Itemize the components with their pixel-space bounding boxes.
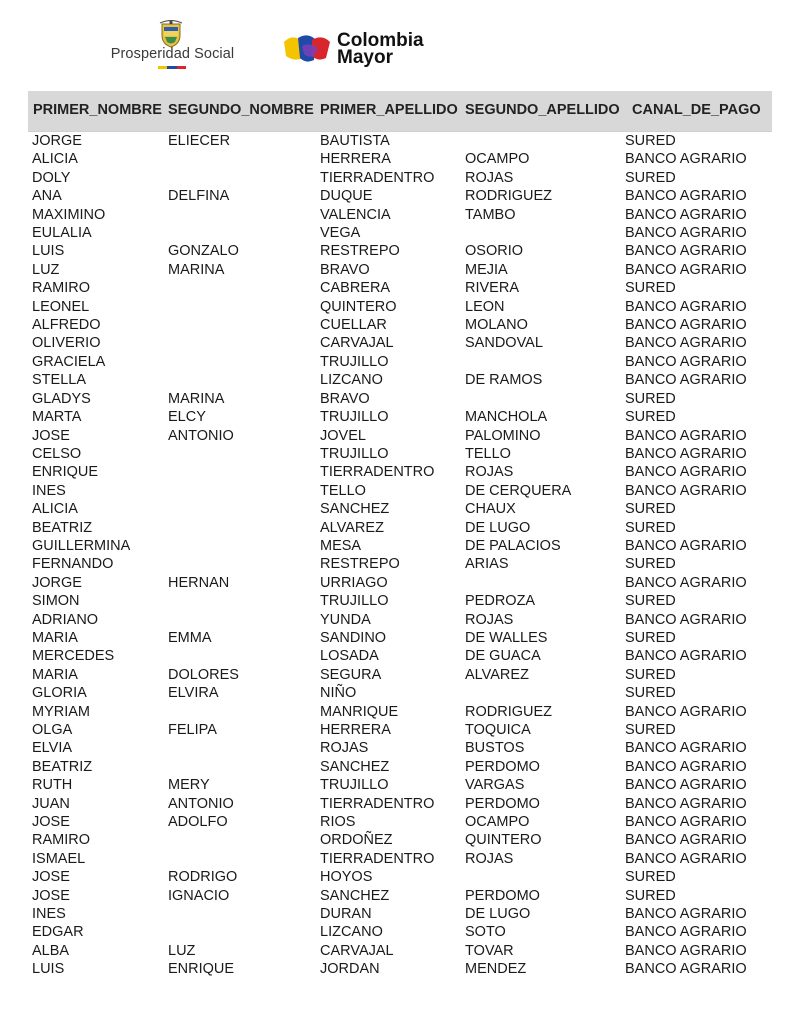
cell-segundo-nombre: ELCY bbox=[168, 409, 206, 426]
colombia-mayor-mark-icon bbox=[282, 32, 334, 66]
column-header-segundo-apellido: SEGUNDO_APELLIDO bbox=[465, 102, 620, 118]
cell-primer-nombre: MARIA bbox=[32, 666, 78, 683]
cell-primer-apellido: VEGA bbox=[320, 225, 361, 242]
cell-segundo-nombre: DELFINA bbox=[168, 188, 230, 205]
cell-primer-apellido: SANCHEZ bbox=[320, 887, 390, 904]
cell-segundo-apellido: PERDOMO bbox=[465, 887, 540, 904]
cell-canal-de-pago: SURED bbox=[625, 556, 676, 573]
cell-primer-apellido: TRUJILLO bbox=[320, 353, 389, 370]
cell-canal-de-pago: BANCO AGRARIO bbox=[625, 225, 747, 242]
cell-segundo-apellido: PERDOMO bbox=[465, 795, 540, 812]
cell-primer-apellido: DUQUE bbox=[320, 188, 373, 205]
table-row bbox=[0, 500, 791, 518]
cell-canal-de-pago: BANCO AGRARIO bbox=[625, 188, 747, 205]
cell-segundo-nombre: RODRIGO bbox=[168, 869, 238, 886]
cell-primer-nombre: FERNANDO bbox=[32, 556, 114, 573]
cell-primer-nombre: JOSE bbox=[32, 814, 70, 831]
cell-canal-de-pago: BANCO AGRARIO bbox=[625, 298, 747, 315]
cell-primer-apellido: SANCHEZ bbox=[320, 758, 390, 775]
cell-primer-apellido: ROJAS bbox=[320, 740, 369, 757]
cell-primer-apellido: JOVEL bbox=[320, 427, 366, 444]
cell-primer-apellido: LOSADA bbox=[320, 648, 379, 665]
prosperidad-social-text: Prosperidad Social bbox=[110, 46, 235, 62]
table-row bbox=[0, 463, 791, 481]
cell-primer-nombre: ALFREDO bbox=[32, 317, 101, 334]
cell-segundo-nombre: GONZALO bbox=[168, 243, 239, 260]
coat-of-arms-icon bbox=[158, 20, 184, 48]
cell-primer-apellido: TIERRADENTRO bbox=[320, 464, 435, 481]
cell-segundo-apellido: ALVAREZ bbox=[465, 666, 529, 683]
cell-canal-de-pago: BANCO AGRARIO bbox=[625, 151, 747, 168]
cell-primer-nombre: LUIS bbox=[32, 243, 65, 260]
cell-canal-de-pago: BANCO AGRARIO bbox=[625, 924, 747, 941]
colombia-mayor-line1: Colombia bbox=[337, 30, 424, 51]
cell-canal-de-pago: BANCO AGRARIO bbox=[625, 335, 747, 352]
cell-primer-apellido: TELLO bbox=[320, 482, 366, 499]
cell-primer-nombre: ENRIQUE bbox=[32, 464, 99, 481]
cell-primer-nombre: JOSE bbox=[32, 427, 70, 444]
colombia-mayor-logo bbox=[282, 30, 452, 70]
cell-canal-de-pago: BANCO AGRARIO bbox=[625, 353, 747, 370]
cell-primer-apellido: CABRERA bbox=[320, 280, 391, 297]
cell-canal-de-pago: SURED bbox=[625, 409, 676, 426]
table-row bbox=[0, 592, 791, 610]
cell-primer-nombre: MARTA bbox=[32, 409, 82, 426]
cell-primer-apellido: ALVAREZ bbox=[320, 519, 384, 536]
cell-primer-apellido: CARVAJAL bbox=[320, 942, 394, 959]
cell-canal-de-pago: BANCO AGRARIO bbox=[625, 206, 747, 223]
cell-canal-de-pago: BANCO AGRARIO bbox=[625, 574, 747, 591]
cell-canal-de-pago: BANCO AGRARIO bbox=[625, 611, 747, 628]
cell-canal-de-pago: BANCO AGRARIO bbox=[625, 648, 747, 665]
table-row bbox=[0, 666, 791, 684]
table-row bbox=[0, 850, 791, 868]
colombia-mayor-text bbox=[337, 32, 424, 66]
cell-segundo-nombre: MERY bbox=[168, 777, 210, 794]
cell-primer-apellido: BAUTISTA bbox=[320, 133, 390, 149]
cell-primer-apellido: TRUJILLO bbox=[320, 593, 389, 610]
table-row bbox=[0, 353, 791, 371]
cell-primer-apellido: MANRIQUE bbox=[320, 703, 399, 720]
cell-primer-nombre: MYRIAM bbox=[32, 703, 90, 720]
cell-primer-nombre: MARIA bbox=[32, 629, 78, 646]
cell-primer-apellido: TIERRADENTRO bbox=[320, 795, 435, 812]
colombia-mayor-line2: Mayor bbox=[337, 47, 393, 68]
cell-segundo-apellido: CHAUX bbox=[465, 501, 516, 518]
cell-canal-de-pago: SURED bbox=[625, 629, 676, 646]
cell-segundo-nombre: LUZ bbox=[168, 942, 196, 959]
cell-segundo-apellido: RODRIGUEZ bbox=[465, 703, 552, 720]
cell-primer-nombre: GLORIA bbox=[32, 685, 87, 702]
column-header-segundo-nombre: SEGUNDO_NOMBRE bbox=[168, 102, 314, 118]
table-row bbox=[0, 629, 791, 647]
cell-segundo-apellido: MENDEZ bbox=[465, 961, 527, 978]
column-header-canal-de-pago: CANAL_DE_PAGO bbox=[632, 102, 761, 118]
table-row bbox=[0, 334, 791, 352]
cell-canal-de-pago: BANCO AGRARIO bbox=[625, 427, 747, 444]
cell-canal-de-pago: BANCO AGRARIO bbox=[625, 832, 747, 849]
cell-segundo-nombre: ENRIQUE bbox=[168, 961, 235, 978]
cell-canal-de-pago: BANCO AGRARIO bbox=[625, 703, 747, 720]
table-row bbox=[0, 519, 791, 537]
cell-segundo-apellido: ARIAS bbox=[465, 556, 509, 573]
cell-primer-apellido: LIZCANO bbox=[320, 924, 383, 941]
cell-segundo-apellido: TAMBO bbox=[465, 206, 516, 223]
table-row bbox=[0, 261, 791, 279]
cell-primer-apellido: LIZCANO bbox=[320, 372, 383, 389]
column-header-primer-apellido: PRIMER_APELLIDO bbox=[320, 102, 458, 118]
table-row bbox=[0, 942, 791, 960]
cell-primer-apellido: YUNDA bbox=[320, 611, 371, 628]
table-row bbox=[0, 371, 791, 389]
cell-segundo-apellido: MOLANO bbox=[465, 317, 528, 334]
cell-primer-nombre: JOSE bbox=[32, 887, 70, 904]
table-row bbox=[0, 813, 791, 831]
cell-primer-apellido: RESTREPO bbox=[320, 243, 400, 260]
cell-primer-apellido: DURAN bbox=[320, 906, 372, 923]
table-row bbox=[0, 923, 791, 941]
cell-canal-de-pago: BANCO AGRARIO bbox=[625, 777, 747, 794]
cell-primer-nombre: RUTH bbox=[32, 777, 73, 794]
cell-segundo-apellido: DE LUGO bbox=[465, 519, 531, 536]
cell-primer-apellido: TRUJILLO bbox=[320, 777, 389, 794]
cell-segundo-nombre: ANTONIO bbox=[168, 427, 234, 444]
cell-segundo-apellido: PEDROZA bbox=[465, 593, 536, 610]
cell-canal-de-pago: SURED bbox=[625, 887, 676, 904]
cell-primer-apellido: RIOS bbox=[320, 814, 356, 831]
cell-segundo-nombre: ELVIRA bbox=[168, 685, 219, 702]
cell-segundo-apellido: DE GUACA bbox=[465, 648, 541, 665]
table-row bbox=[0, 555, 791, 573]
cell-canal-de-pago: SURED bbox=[625, 722, 676, 738]
table-row bbox=[0, 298, 791, 316]
cell-primer-nombre: BEATRIZ bbox=[32, 758, 93, 775]
prosperidad-social-logo bbox=[100, 20, 245, 72]
cell-primer-nombre: ANA bbox=[32, 188, 62, 205]
cell-canal-de-pago: SURED bbox=[625, 390, 676, 407]
cell-canal-de-pago: BANCO AGRARIO bbox=[625, 537, 747, 554]
cell-primer-apellido: RESTREPO bbox=[320, 556, 400, 573]
cell-segundo-apellido: PALOMINO bbox=[465, 427, 541, 444]
table-row bbox=[0, 482, 791, 500]
table-row bbox=[0, 132, 791, 150]
cell-primer-apellido: TRUJILLO bbox=[320, 409, 389, 426]
cell-segundo-apellido: DE LUGO bbox=[465, 906, 531, 923]
cell-segundo-apellido: LEON bbox=[465, 298, 505, 315]
cell-primer-apellido: HERRERA bbox=[320, 722, 391, 738]
cell-segundo-apellido: PERDOMO bbox=[465, 758, 540, 775]
cell-primer-nombre: GLADYS bbox=[32, 390, 91, 407]
cell-canal-de-pago: SURED bbox=[625, 685, 676, 702]
cell-primer-nombre: GUILLERMINA bbox=[32, 537, 131, 554]
cell-segundo-apellido: DE RAMOS bbox=[465, 372, 543, 389]
page-header bbox=[0, 0, 791, 86]
cell-canal-de-pago: SURED bbox=[625, 593, 676, 610]
cell-segundo-apellido: DE CERQUERA bbox=[465, 482, 572, 499]
cell-primer-apellido: HOYOS bbox=[320, 869, 373, 886]
cell-primer-apellido: ORDOÑEZ bbox=[320, 832, 393, 849]
table-header bbox=[28, 91, 772, 131]
cell-canal-de-pago: SURED bbox=[625, 169, 676, 186]
cell-segundo-nombre: ANTONIO bbox=[168, 795, 234, 812]
cell-primer-nombre: ISMAEL bbox=[32, 850, 86, 867]
cell-primer-apellido: TIERRADENTRO bbox=[320, 850, 435, 867]
cell-primer-nombre: LEONEL bbox=[32, 298, 90, 315]
cell-primer-apellido: CUELLAR bbox=[320, 317, 387, 334]
cell-canal-de-pago: SURED bbox=[625, 133, 676, 149]
cell-canal-de-pago: SURED bbox=[625, 280, 676, 297]
table-row bbox=[0, 224, 791, 242]
cell-segundo-apellido: MEJIA bbox=[465, 261, 508, 278]
cell-primer-nombre: MAXIMINO bbox=[32, 206, 106, 223]
table-row bbox=[0, 206, 791, 224]
cell-segundo-apellido: RIVERA bbox=[465, 280, 519, 297]
cell-segundo-nombre: EMMA bbox=[168, 629, 212, 646]
table-row bbox=[0, 739, 791, 757]
cell-primer-nombre: BEATRIZ bbox=[32, 519, 93, 536]
cell-primer-nombre: ELVIA bbox=[32, 740, 73, 757]
cell-segundo-apellido: OCAMPO bbox=[465, 814, 530, 831]
cell-canal-de-pago: BANCO AGRARIO bbox=[625, 961, 747, 978]
cell-primer-nombre: OLIVERIO bbox=[32, 335, 101, 352]
cell-primer-apellido: BRAVO bbox=[320, 390, 370, 407]
cell-segundo-apellido: ROJAS bbox=[465, 169, 514, 186]
table-body bbox=[0, 132, 791, 979]
table-row bbox=[0, 427, 791, 445]
cell-primer-apellido: CARVAJAL bbox=[320, 335, 394, 352]
cell-segundo-apellido: OCAMPO bbox=[465, 151, 530, 168]
cell-primer-apellido: TRUJILLO bbox=[320, 445, 389, 462]
cell-primer-apellido: JORDAN bbox=[320, 961, 380, 978]
cell-canal-de-pago: SURED bbox=[625, 666, 676, 683]
cell-segundo-apellido: TOQUICA bbox=[465, 722, 531, 738]
cell-primer-apellido: HERRERA bbox=[320, 151, 391, 168]
cell-segundo-nombre: IGNACIO bbox=[168, 887, 230, 904]
table-row bbox=[0, 684, 791, 702]
table-row bbox=[0, 721, 791, 739]
table-row bbox=[0, 868, 791, 886]
cell-segundo-apellido: RODRIGUEZ bbox=[465, 188, 552, 205]
cell-canal-de-pago: BANCO AGRARIO bbox=[625, 942, 747, 959]
cell-canal-de-pago: SURED bbox=[625, 869, 676, 886]
table-row bbox=[0, 776, 791, 794]
cell-segundo-apellido: TELLO bbox=[465, 445, 511, 462]
cell-canal-de-pago: BANCO AGRARIO bbox=[625, 906, 747, 923]
cell-primer-nombre: ADRIANO bbox=[32, 611, 99, 628]
table-row bbox=[0, 703, 791, 721]
cell-primer-nombre: JORGE bbox=[32, 574, 82, 591]
cell-primer-nombre: RAMIRO bbox=[32, 280, 90, 297]
cell-primer-apellido: BRAVO bbox=[320, 261, 370, 278]
cell-primer-nombre: GRACIELA bbox=[32, 353, 106, 370]
cell-segundo-apellido: DE PALACIOS bbox=[465, 537, 561, 554]
cell-primer-apellido: URRIAGO bbox=[320, 574, 388, 591]
cell-canal-de-pago: BANCO AGRARIO bbox=[625, 740, 747, 757]
cell-canal-de-pago: BANCO AGRARIO bbox=[625, 445, 747, 462]
cell-primer-nombre: MERCEDES bbox=[32, 648, 115, 665]
table-row bbox=[0, 537, 791, 555]
cell-primer-nombre: INES bbox=[32, 906, 66, 923]
table-row bbox=[0, 390, 791, 408]
cell-canal-de-pago: BANCO AGRARIO bbox=[625, 464, 747, 481]
cell-primer-nombre: EDGAR bbox=[32, 924, 84, 941]
cell-segundo-apellido: OSORIO bbox=[465, 243, 524, 260]
cell-primer-nombre: ALICIA bbox=[32, 501, 78, 518]
cell-primer-nombre: OLGA bbox=[32, 722, 73, 738]
cell-primer-nombre: EULALIA bbox=[32, 225, 92, 242]
cell-primer-nombre: CELSO bbox=[32, 445, 82, 462]
table-row bbox=[0, 795, 791, 813]
cell-primer-nombre: JUAN bbox=[32, 795, 70, 812]
cell-primer-apellido: SANDINO bbox=[320, 629, 387, 646]
cell-segundo-nombre: FELIPA bbox=[168, 722, 217, 738]
table-row bbox=[0, 574, 791, 592]
cell-canal-de-pago: SURED bbox=[625, 501, 676, 518]
table-row bbox=[0, 150, 791, 168]
table-row bbox=[0, 758, 791, 776]
cell-canal-de-pago: BANCO AGRARIO bbox=[625, 814, 747, 831]
table-row bbox=[0, 316, 791, 334]
column-header-primer-nombre: PRIMER_NOMBRE bbox=[33, 102, 162, 118]
cell-canal-de-pago: BANCO AGRARIO bbox=[625, 317, 747, 334]
cell-segundo-apellido: ROJAS bbox=[465, 850, 514, 867]
table-row bbox=[0, 831, 791, 849]
cell-segundo-apellido: SANDOVAL bbox=[465, 335, 543, 352]
table-row bbox=[0, 445, 791, 463]
cell-canal-de-pago: BANCO AGRARIO bbox=[625, 482, 747, 499]
cell-segundo-nombre: DOLORES bbox=[168, 666, 239, 683]
table-row bbox=[0, 169, 791, 187]
cell-segundo-apellido: VARGAS bbox=[465, 777, 525, 794]
table-row bbox=[0, 887, 791, 905]
cell-segundo-apellido: DE WALLES bbox=[465, 629, 548, 646]
cell-primer-nombre: LUZ bbox=[32, 261, 60, 278]
table-row bbox=[0, 960, 791, 978]
cell-canal-de-pago: BANCO AGRARIO bbox=[625, 372, 747, 389]
cell-primer-apellido: QUINTERO bbox=[320, 298, 397, 315]
table-row bbox=[0, 905, 791, 923]
table-row bbox=[0, 408, 791, 426]
cell-segundo-apellido: SOTO bbox=[465, 924, 506, 941]
cell-canal-de-pago: SURED bbox=[625, 519, 676, 536]
cell-primer-nombre: LUIS bbox=[32, 961, 65, 978]
table-row bbox=[0, 611, 791, 629]
cell-canal-de-pago: BANCO AGRARIO bbox=[625, 243, 747, 260]
cell-canal-de-pago: BANCO AGRARIO bbox=[625, 758, 747, 775]
cell-canal-de-pago: BANCO AGRARIO bbox=[625, 795, 747, 812]
cell-primer-apellido: SANCHEZ bbox=[320, 501, 390, 518]
cell-canal-de-pago: BANCO AGRARIO bbox=[625, 261, 747, 278]
cell-primer-nombre: SIMON bbox=[32, 593, 80, 610]
cell-primer-apellido: TIERRADENTRO bbox=[320, 169, 435, 186]
cell-segundo-nombre: ADOLFO bbox=[168, 814, 228, 831]
cell-primer-apellido: VALENCIA bbox=[320, 206, 391, 223]
cell-segundo-apellido: TOVAR bbox=[465, 942, 514, 959]
cell-primer-apellido: SEGURA bbox=[320, 666, 382, 683]
cell-segundo-apellido: BUSTOS bbox=[465, 740, 525, 757]
cell-segundo-nombre: HERNAN bbox=[168, 574, 230, 591]
cell-primer-nombre: JOSE bbox=[32, 869, 70, 886]
cell-primer-nombre: JORGE bbox=[32, 133, 82, 149]
cell-segundo-apellido: MANCHOLA bbox=[465, 409, 548, 426]
cell-segundo-nombre: ELIECER bbox=[168, 133, 231, 149]
cell-primer-apellido: NIÑO bbox=[320, 685, 357, 702]
cell-primer-apellido: MESA bbox=[320, 537, 362, 554]
cell-primer-nombre: ALBA bbox=[32, 942, 70, 959]
flag-stripe bbox=[158, 66, 186, 69]
cell-segundo-apellido: ROJAS bbox=[465, 464, 514, 481]
cell-primer-nombre: RAMIRO bbox=[32, 832, 90, 849]
cell-primer-nombre: ALICIA bbox=[32, 151, 78, 168]
table-row bbox=[0, 242, 791, 260]
cell-canal-de-pago: BANCO AGRARIO bbox=[625, 850, 747, 867]
cell-primer-nombre: DOLY bbox=[32, 169, 71, 186]
table-row bbox=[0, 647, 791, 665]
cell-segundo-apellido: ROJAS bbox=[465, 611, 514, 628]
cell-primer-nombre: STELLA bbox=[32, 372, 86, 389]
cell-segundo-apellido: QUINTERO bbox=[465, 832, 542, 849]
cell-segundo-nombre: MARINA bbox=[168, 261, 225, 278]
cell-segundo-nombre: MARINA bbox=[168, 390, 225, 407]
cell-primer-nombre: INES bbox=[32, 482, 66, 499]
table-row bbox=[0, 187, 791, 205]
table-row bbox=[0, 279, 791, 297]
